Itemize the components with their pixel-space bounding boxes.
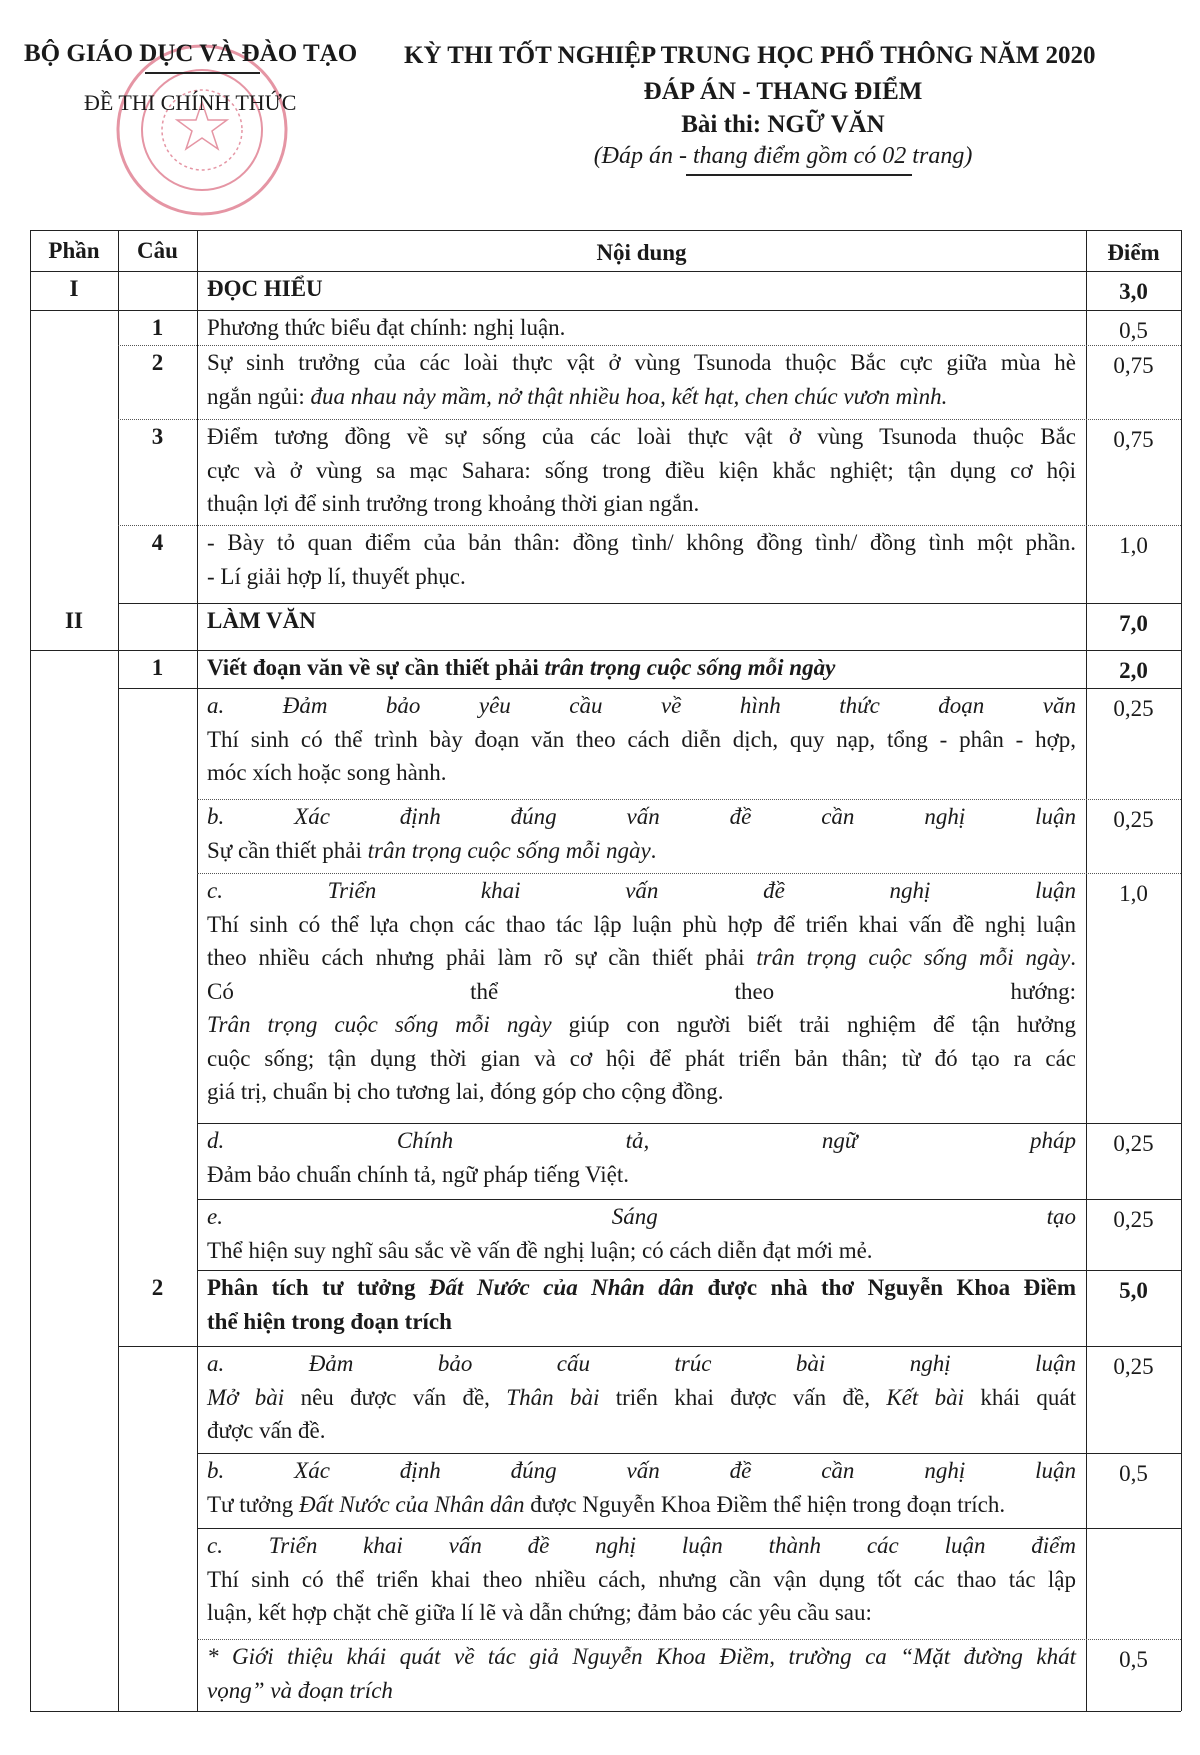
content-cell — [197, 800, 1086, 874]
content-line — [207, 604, 1076, 638]
content-line — [207, 1488, 1076, 1522]
text-segment: Kết bài — [886, 1384, 965, 1410]
content-line — [207, 1674, 1076, 1708]
text-segment: Tư tưởng — [207, 1491, 300, 1517]
diem-cell: 0,75 — [1113, 353, 1154, 378]
text-segment: vọng” và đoạn trích — [207, 1677, 393, 1703]
cau-cell: 2 — [151, 350, 164, 375]
column-header-phan: Phần — [48, 238, 100, 263]
content-cell — [197, 311, 1086, 346]
text-segment: Đảm bảo chuẩn chính tả, ngữ pháp tiếng Việt. — [207, 1161, 629, 1187]
content-cell — [197, 346, 1086, 420]
text-segment: thuận lợi để sinh trưởng trong khoảng thời gian ngắn. — [207, 491, 700, 516]
text-segment: Trân trọng cuộc sống mỗi ngày — [207, 1012, 552, 1037]
content-line — [207, 723, 1076, 757]
cau-cell: 2 — [151, 1275, 164, 1300]
content-line — [207, 1640, 1076, 1674]
content-line — [207, 834, 1076, 868]
diem-cell: 2,0 — [1119, 658, 1148, 683]
content-line — [207, 975, 1076, 1009]
text-segment: LÀM VĂN — [207, 608, 316, 633]
text-segment: Phương thức biểu đạt chính: nghị luận. — [207, 315, 566, 340]
text-segment: đua nhau nảy mầm, nở thật nhiều hoa, kết hạt, chen chúc vươn mình. — [310, 383, 948, 409]
text-segment: cực và ở vùng sa mạc Sahara: sống trong điều kiện khắc nghiệt; tận dụng cơ hội — [207, 457, 1076, 483]
content-cell — [197, 1200, 1086, 1271]
text-segment: . — [1070, 945, 1076, 970]
content-line — [207, 908, 1076, 942]
content-line — [207, 1454, 1076, 1488]
text-segment: được vấn đề. — [207, 1418, 326, 1443]
content-cell — [197, 874, 1086, 1124]
content-line — [207, 526, 1076, 560]
text-segment: Viết đoạn văn về sự cần thiết phải — [207, 655, 545, 680]
content-line — [207, 1305, 1076, 1339]
content-line — [207, 1124, 1076, 1158]
content-line — [207, 1596, 1076, 1630]
text-segment: a. Đảm bảo yêu cầu về hình thức đoạn văn — [207, 693, 1076, 718]
content-line — [207, 380, 1076, 414]
text-segment: giá trị, chuẩn bị cho tương lai, đóng góp cho cộng đồng. — [207, 1079, 724, 1104]
text-segment: trân trọng cuộc sống mỗi ngày — [544, 655, 836, 680]
diem-cell: 0,5 — [1119, 318, 1148, 343]
text-segment: Phân tích tư tưởng — [207, 1275, 429, 1300]
text-segment: . — [650, 837, 657, 863]
diem-cell: 0,25 — [1113, 1131, 1154, 1156]
text-segment: Đất Nước của Nhân dân — [428, 1275, 695, 1300]
pages-note: (Đáp án - thang điểm gồm có 02 trang) — [593, 143, 973, 169]
text-segment: d. Chính tả, ngữ pháp — [207, 1128, 1076, 1153]
content-line — [207, 420, 1076, 454]
phan-cell: II — [65, 608, 83, 633]
diem-cell: 1,0 — [1119, 881, 1148, 906]
column-divider — [1181, 230, 1182, 1711]
content-line — [207, 346, 1076, 380]
table-top-border — [30, 230, 1181, 231]
content-line — [207, 941, 1076, 975]
cau-cell: 4 — [151, 530, 164, 555]
content-line — [207, 1008, 1076, 1042]
text-segment: a. Đảm bảo cấu trúc bài nghị luận — [207, 1351, 1076, 1376]
text-segment: Mở bài — [207, 1384, 285, 1410]
diem-cell: 3,0 — [1119, 279, 1148, 304]
content-line — [207, 800, 1076, 834]
text-segment: trân trọng cuộc sống mỗi ngày — [756, 945, 1071, 970]
text-segment: Thí sinh có thể triển khai theo nhiều cách, nhưng cần vận dụng tốt các thao tác lập — [207, 1566, 1076, 1592]
column-header-cau: Câu — [137, 238, 178, 263]
content-line — [207, 1158, 1076, 1192]
text-segment: Có thể theo hướng: — [207, 978, 1076, 1004]
text-segment: Thí sinh có thể trình bày đoạn văn theo cách diễn dịch, quy nạp, tổng - phân - hợp, — [207, 726, 1076, 752]
text-segment: Sự cần thiết phải — [207, 837, 368, 863]
text-segment: Sự sinh trưởng của các loài thực vật ở vùng Tsunoda thuộc Bắc cực giữa mùa hè — [207, 350, 1076, 375]
content-line — [207, 1381, 1076, 1415]
content-cell — [197, 1271, 1086, 1347]
ministry-name: BỘ GIÁO DỤC VÀ ĐÀO TẠO — [24, 40, 358, 67]
content-line — [207, 454, 1076, 488]
text-segment: theo nhiều cách nhưng phải làm rõ sự cần thiết phải — [207, 945, 757, 970]
content-cell — [197, 1347, 1086, 1454]
text-segment: b. Xác định đúng vấn đề cần nghị luận — [207, 804, 1076, 829]
content-line — [207, 651, 1076, 685]
column-divider — [30, 230, 31, 1711]
text-segment: nêu được vấn đề, — [284, 1384, 507, 1410]
text-segment: Thí sinh có thể lựa chọn các thao tác lập luận phù hợp để triển khai vấn đề nghị luận — [207, 911, 1076, 937]
diem-cell: 0,5 — [1119, 1461, 1148, 1486]
content-line — [207, 1529, 1076, 1563]
diem-cell: 0,5 — [1119, 1647, 1148, 1672]
text-segment: ngắn ngủi: — [207, 383, 311, 409]
content-line — [207, 1347, 1076, 1381]
text-segment: giúp con người biết trải nghiệm để tận hưởng — [551, 1012, 1076, 1037]
content-line — [207, 487, 1076, 521]
content-cell — [197, 604, 1086, 651]
text-segment: b. Xác định đúng vấn đề cần nghị luận — [207, 1458, 1076, 1483]
text-segment: triển khai được vấn đề, — [599, 1384, 887, 1410]
text-segment: móc xích hoặc song hành. — [207, 760, 447, 785]
content-cell — [197, 1124, 1086, 1200]
table-bottom-border — [30, 1711, 1181, 1712]
column-header-diem: Điểm — [1107, 240, 1160, 265]
column-header-noi-dung: Nội dung — [596, 240, 687, 265]
content-line — [207, 1563, 1076, 1597]
diem-cell: 7,0 — [1119, 611, 1148, 636]
text-segment: ĐỌC HIỂU — [207, 276, 323, 301]
content-line — [207, 272, 1076, 306]
content-cell — [197, 526, 1086, 604]
content-cell — [197, 420, 1086, 526]
text-segment: Điểm tương đồng về sự sống của các loài thực vật ở vùng Tsunoda thuộc Bắc — [207, 424, 1076, 449]
pages-note-underline — [686, 174, 912, 176]
diem-cell: 0,25 — [1113, 807, 1154, 832]
content-cell — [197, 1640, 1086, 1712]
text-segment: Thể hiện suy nghĩ sâu sắc về vấn đề nghị luận; có cách diễn đạt mới mẻ. — [207, 1237, 873, 1263]
text-segment: được Nguyễn Khoa Điềm thể hiện trong đoạn trích. — [524, 1491, 1006, 1517]
text-segment: c. Triển khai vấn đề nghị luận thành các luận điểm — [207, 1533, 1076, 1558]
content-line — [207, 689, 1076, 723]
content-line — [207, 1075, 1076, 1109]
answer-title: ĐÁP ÁN - THANG ĐIỂM — [643, 78, 923, 105]
diem-cell: 0,75 — [1113, 427, 1154, 452]
phan-cell: I — [69, 276, 79, 301]
content-line — [207, 1042, 1076, 1076]
cau-cell: 1 — [151, 315, 164, 340]
text-segment: * Giới thiệu khái quát về tác giả Nguyễn Khoa Điềm, trường ca “Mặt đường khát — [207, 1644, 1076, 1669]
diem-cell: 5,0 — [1119, 1278, 1148, 1303]
ministry-underline — [145, 72, 260, 74]
text-segment: - Bày tỏ quan điểm của bản thân: đồng tình/ không đồng tình/ đồng tình một phần. — [207, 530, 1076, 555]
cau-cell: 3 — [151, 424, 164, 449]
content-line — [207, 311, 1076, 345]
text-segment: trân trọng cuộc sống mỗi ngày — [367, 837, 651, 863]
content-line — [207, 1414, 1076, 1448]
content-line — [207, 874, 1076, 908]
content-cell — [197, 651, 1086, 689]
text-segment: c. Triển khai vấn đề nghị luận — [207, 878, 1076, 903]
content-cell — [197, 1529, 1086, 1640]
diem-cell: 0,25 — [1113, 1354, 1154, 1379]
diem-cell: 0,25 — [1113, 696, 1154, 721]
content-line — [207, 1200, 1076, 1234]
content-cell — [197, 1454, 1086, 1529]
diem-cell: 1,0 — [1119, 533, 1148, 558]
text-segment: khái quát — [964, 1384, 1076, 1410]
official-exam-label: ĐỀ THI CHÍNH THỨC — [84, 90, 297, 115]
subject-title: Bài thi: NGỮ VĂN — [681, 111, 885, 138]
content-line — [207, 1271, 1076, 1305]
text-segment: - Lí giải hợp lí, thuyết phục. — [207, 563, 466, 589]
text-segment: được nhà thơ Nguyễn Khoa Điềm — [694, 1275, 1076, 1300]
text-segment: thể hiện trong đoạn trích — [207, 1308, 452, 1334]
content-cell — [197, 689, 1086, 800]
text-segment: luận, kết hợp chặt chẽ giữa lí lẽ và dẫn chứng; đảm bảo các yêu cầu sau: — [207, 1600, 872, 1625]
text-segment: Đất Nước của Nhân dân — [299, 1491, 525, 1517]
content-line — [207, 560, 1076, 594]
text-segment: Thân bài — [506, 1384, 600, 1410]
text-segment: e. Sáng tạo — [207, 1204, 1076, 1229]
content-line — [207, 1234, 1076, 1268]
exam-title: KỲ THI TỐT NGHIỆP TRUNG HỌC PHỔ THÔNG NĂM 2020 — [404, 42, 1096, 69]
content-cell — [197, 272, 1086, 311]
cau-cell: 1 — [151, 655, 164, 680]
content-line — [207, 756, 1076, 790]
diem-cell: 0,25 — [1113, 1207, 1154, 1232]
text-segment: cuộc sống; tận dụng thời gian và cơ hội để phát triển bản thân; từ đó tạo ra các — [207, 1045, 1076, 1071]
